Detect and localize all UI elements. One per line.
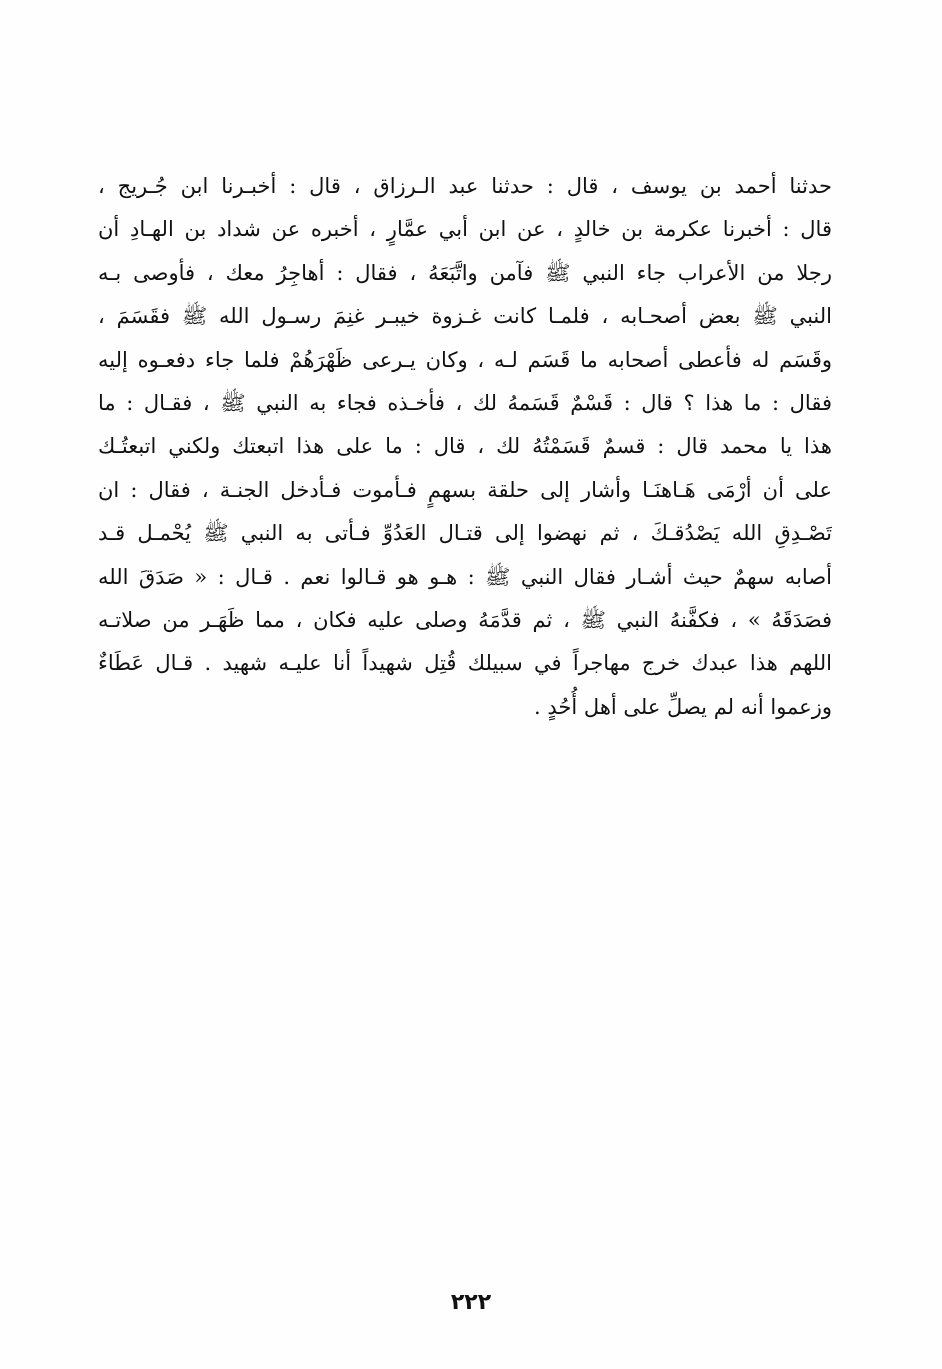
text-line: فقال : ما هذا ؟ قال : قَسْمٌ قَسَمهُ لك ، فأخـذه فجاء به النبي ﷺ ، فقـال : ما	[98, 390, 832, 415]
text-line: رجلا من الأعراب جاء النبي ﷺ فآمن واتَّبَعَهُ ، فقال : أهاجِرُ معك ، فأوصى بـه	[98, 260, 832, 285]
text-line: وزعموا أنه لم يصلِّ على أهل أُحُدٍ .	[534, 694, 832, 719]
page-number: ٢٢٢	[450, 1290, 492, 1315]
text-line: فصَدَقَهُ » ، فكفَّنهُ النبي ﷺ ، ثم قدَّمَهُ وصلى عليه فكان ، مما ظَهَـر من صلاتـه	[98, 607, 832, 632]
text-line: اللهم هذا عبدك خرج مهاجراً في سبيلك قُتِل شهيداً أنا عليـه شهيد . قـال عَطَاءٌ	[98, 651, 832, 676]
body-text	[98, 165, 832, 729]
text-line: تَصْـدِقِ الله يَصْدُقـكَ ، ثم نهضوا إلى قتـال العَدُوِّ فـأتى به النبي ﷺ يُحْمـل قـد	[98, 521, 832, 546]
text-line: وقَسَم له فأعطى أصحابه ما قَسَم لـه ، وكان يـرعى ظَهْرَهُمْ فلما جاء دفعـوه إليه	[98, 347, 832, 372]
text-line: قال : أخبرنا عكرمة بن خالدٍ ، عن ابن أبي عمَّارٍ ، أخبره عن شداد بن الهـادِ أن	[98, 217, 832, 242]
text-line: حدثنا أحمد بن يوسف ، قال : حدثنا عبد الـرزاق ، قال : أخبـرنا ابن جُـريج ،	[98, 174, 832, 198]
text-line: أصابه سهمٌ حيث أشـار فقال النبي ﷺ : هـو هو قـالوا نعم . قـال : « صَدَقَ الله	[98, 564, 832, 589]
text-line: هذا يا محمد قال : قسمٌ قَسَمْتُهُ لك ، قال : ما على هذا اتبعتك ولكني اتبعتُـك	[98, 434, 832, 459]
text-line: النبي ﷺ بعض أصحـابه ، فلمـا كانت غـزوة خيبـر غنِمَ رسـول الله ﷺ فقَسَمَ ،	[98, 304, 832, 329]
text-line: على أن أرْمَى هَـاهنَـا وأشار إلى حلقة بسهمٍ فـأموت فـأدخل الجنـة ، فقال : ان	[98, 477, 832, 502]
